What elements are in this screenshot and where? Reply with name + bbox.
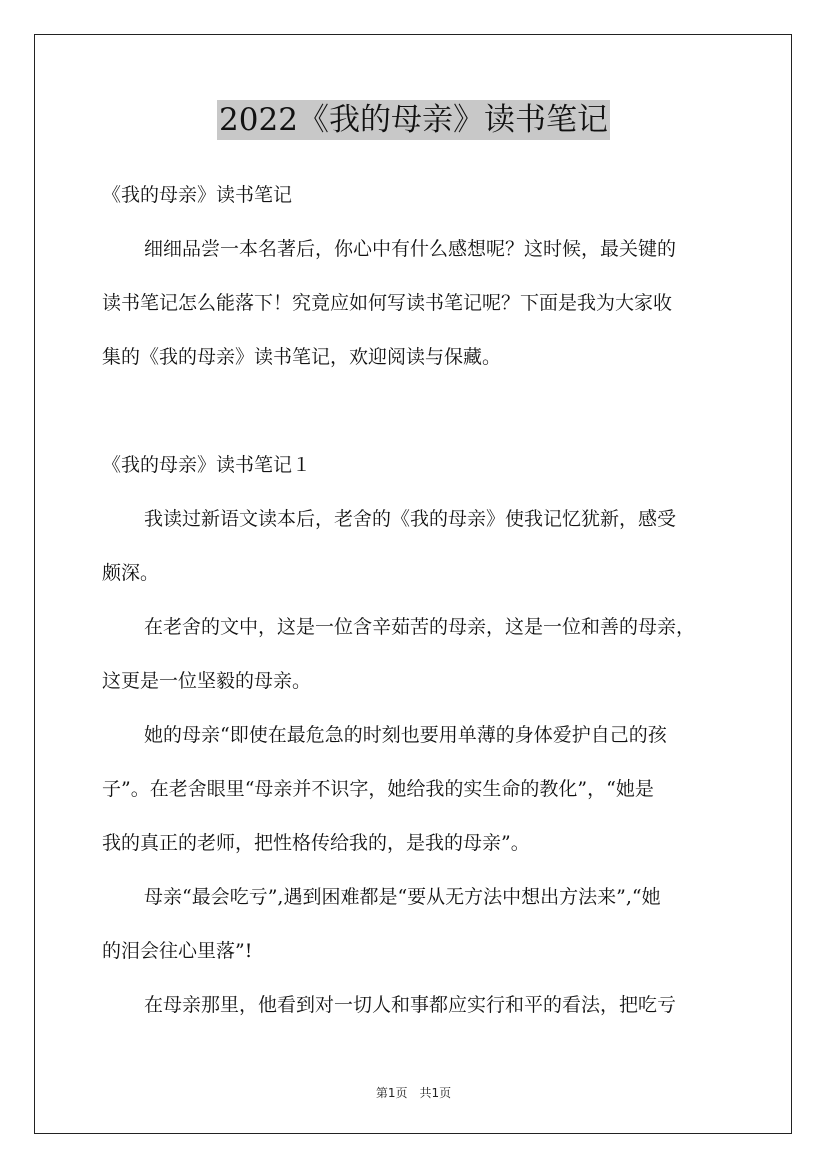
title-container [0,100,827,140]
paragraph-line: 子”。在老舍眼里“母亲并不识字，她给我的实生命的教化”，“她是 [102,778,654,800]
paragraph-line: 我读过新语文读本后，老舍的《我的母亲》使我记忆犹新，感受 [144,508,677,530]
paragraph-line: 集的《我的母亲》读书笔记，欢迎阅读与保藏。 [102,346,502,368]
paragraph-line: 细细品尝一本名著后，你心中有什么感想呢？这时候，最关键的 [144,238,677,260]
paragraph-line: 在母亲那里，他看到对一切人和事都应实行和平的看法，把吃亏 [144,994,677,1016]
subtitle-line: 《我的母亲》读书笔记 [102,184,293,206]
paragraph-line: 母亲“最会吃亏”,遇到困难都是“要从无方法中想出方法来”,“她 [144,886,661,908]
paragraph-line: 读书笔记怎么能落下！究竟应如何写读书笔记呢？下面是我为大家收 [102,292,673,314]
paragraph-line: 这更是一位坚毅的母亲。 [102,670,312,692]
page-footer: 第1页 共1页 [375,1086,452,1100]
paragraph-line: 的泪会往心里落”! [102,940,253,962]
paragraph-line: 在老舍的文中，这是一位含辛茹苦的母亲，这是一位和善的母亲， [144,616,696,638]
section-heading: 《我的母亲》读书笔记１ [102,454,312,476]
paragraph-line: 我的真正的老师，把性格传给我的，是我的母亲”。 [102,832,530,854]
document-title: 2022《我的母亲》读书笔记 [219,102,608,138]
paragraph-line: 她的母亲“即使在最危急的时刻也要用单薄的身体爱护自己的孩 [144,724,667,746]
paragraph-line: 颇深。 [102,562,160,584]
